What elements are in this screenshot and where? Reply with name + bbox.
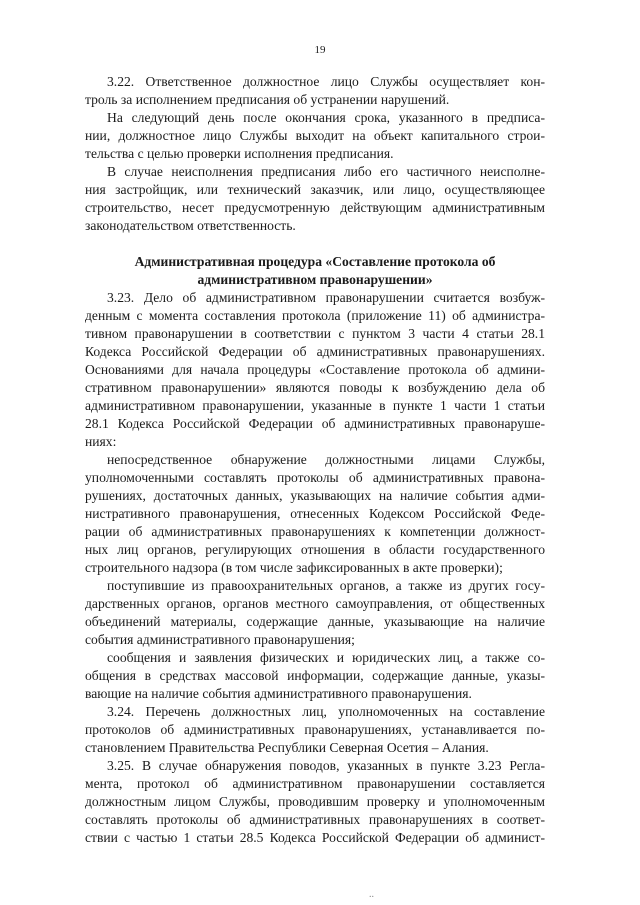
- text-line: ниях:: [85, 434, 117, 449]
- text-line: непосредственное обнаружение должностными лицами Службы,: [107, 452, 545, 467]
- document-body: [85, 73, 545, 847]
- text-line: строительство, несет предусмотренную действующим административным: [85, 200, 545, 215]
- text-line: рации об административных правонарушениях к компетенции должност-: [85, 524, 545, 539]
- text-line: уполномоченными составлять протоколы об административных правона-: [85, 470, 545, 485]
- text-line: строительного надзора (в том числе зафиксированных в акте проверки);: [85, 560, 503, 575]
- section-heading: административном правонарушении»: [197, 272, 433, 287]
- text-line: общения в средствах массовой информации, содержащие данные, указы-: [85, 668, 545, 683]
- text-line: должностным лицом Службы, проводившим проверку и уполномоченным: [85, 794, 545, 809]
- text-line: тельства с целью проверки исполнения предписания.: [85, 146, 394, 161]
- text-line: 3.25. В случае обнаружения поводов, указанных в пункте 3.23 Регла-: [107, 758, 545, 773]
- text-line: протоколов об административных правонарушениях, устанавливается по-: [85, 722, 545, 737]
- text-line: ния застройщик, или технический заказчик, или лицо, осуществляющее: [85, 182, 545, 197]
- text-line: становлением Правительства Республики Северная Осетия – Алания.: [85, 740, 489, 755]
- text-line: вающие на наличие события административного правонарушения.: [85, 686, 472, 701]
- text-line: Кодекса Российской Федерации об административных правонарушениях.: [85, 344, 545, 359]
- text-line: В случае неисполнения предписания либо его частичного неисполне-: [107, 164, 545, 179]
- text-line: административном правонарушении, указанные в пункте 1 части 1 статьи: [85, 398, 545, 413]
- text-line: На следующий день после окончания срока, указанного в предписа-: [107, 110, 545, 125]
- text-line: ных лиц органов, регулирующих отношения в области государственного: [85, 542, 545, 557]
- text-line: нии, должностное лицо Службы выходит на объект капитального строи-: [85, 128, 545, 143]
- text-line: мента, протокол об административном правонарушении составляется: [85, 776, 545, 791]
- text-line: законодательством ответственность.: [85, 218, 296, 233]
- text-line: 28.1 Кодекса Российской Федерации об административных правонаруше-: [85, 416, 545, 431]
- text-line: тивном правонарушении в соответствии с пунктом 3 части 4 статьи 28.1: [85, 326, 545, 341]
- text-line: дарственных органов, органов местного самоуправления, от общественных: [85, 596, 545, 611]
- text-line: 3.23. Дело об административном правонарушении считается возбуж-: [107, 290, 545, 305]
- text-line: троль за исполнением предписания об устранении нарушений.: [85, 92, 450, 107]
- text-line: 3.22. Ответственное должностное лицо Службы осуществляет кон-: [107, 74, 545, 89]
- scan-mark: ..: [369, 889, 374, 900]
- text-line: ствии с частью 1 статьи 28.5 Кодекса Российской Федерации об админист-: [85, 830, 545, 845]
- text-line: события административного правонарушения;: [85, 632, 355, 647]
- text-line: сообщения и заявления физических и юридических лиц, а также со-: [107, 650, 545, 665]
- text-line: составлять протоколы об административных правонарушениях в соответ-: [85, 812, 545, 827]
- text-line: рушениях, достаточных данных, указывающих на наличие события адми-: [85, 488, 545, 503]
- page-number: 19: [314, 44, 326, 56]
- text-line: денным с момента составления протокола (приложение 11) об администра-: [85, 308, 545, 323]
- text-line: Основаниями для начала процедуры «Составление протокола об админи-: [85, 362, 545, 377]
- text-line: нистративного правонарушения, отнесенных Кодексом Российской Феде-: [85, 506, 545, 521]
- text-line: стративном правонарушении» являются поводы к возбуждению дела об: [85, 380, 545, 395]
- text-line: объединений материалы, содержащие данные, указывающие на наличие: [85, 614, 545, 629]
- text-line: 3.24. Перечень должностных лиц, уполномоченных на составление: [107, 704, 545, 719]
- section-heading: Административная процедура «Составление протокола об: [134, 254, 496, 269]
- text-line: поступившие из правоохранительных органов, а также из других госу-: [107, 578, 545, 593]
